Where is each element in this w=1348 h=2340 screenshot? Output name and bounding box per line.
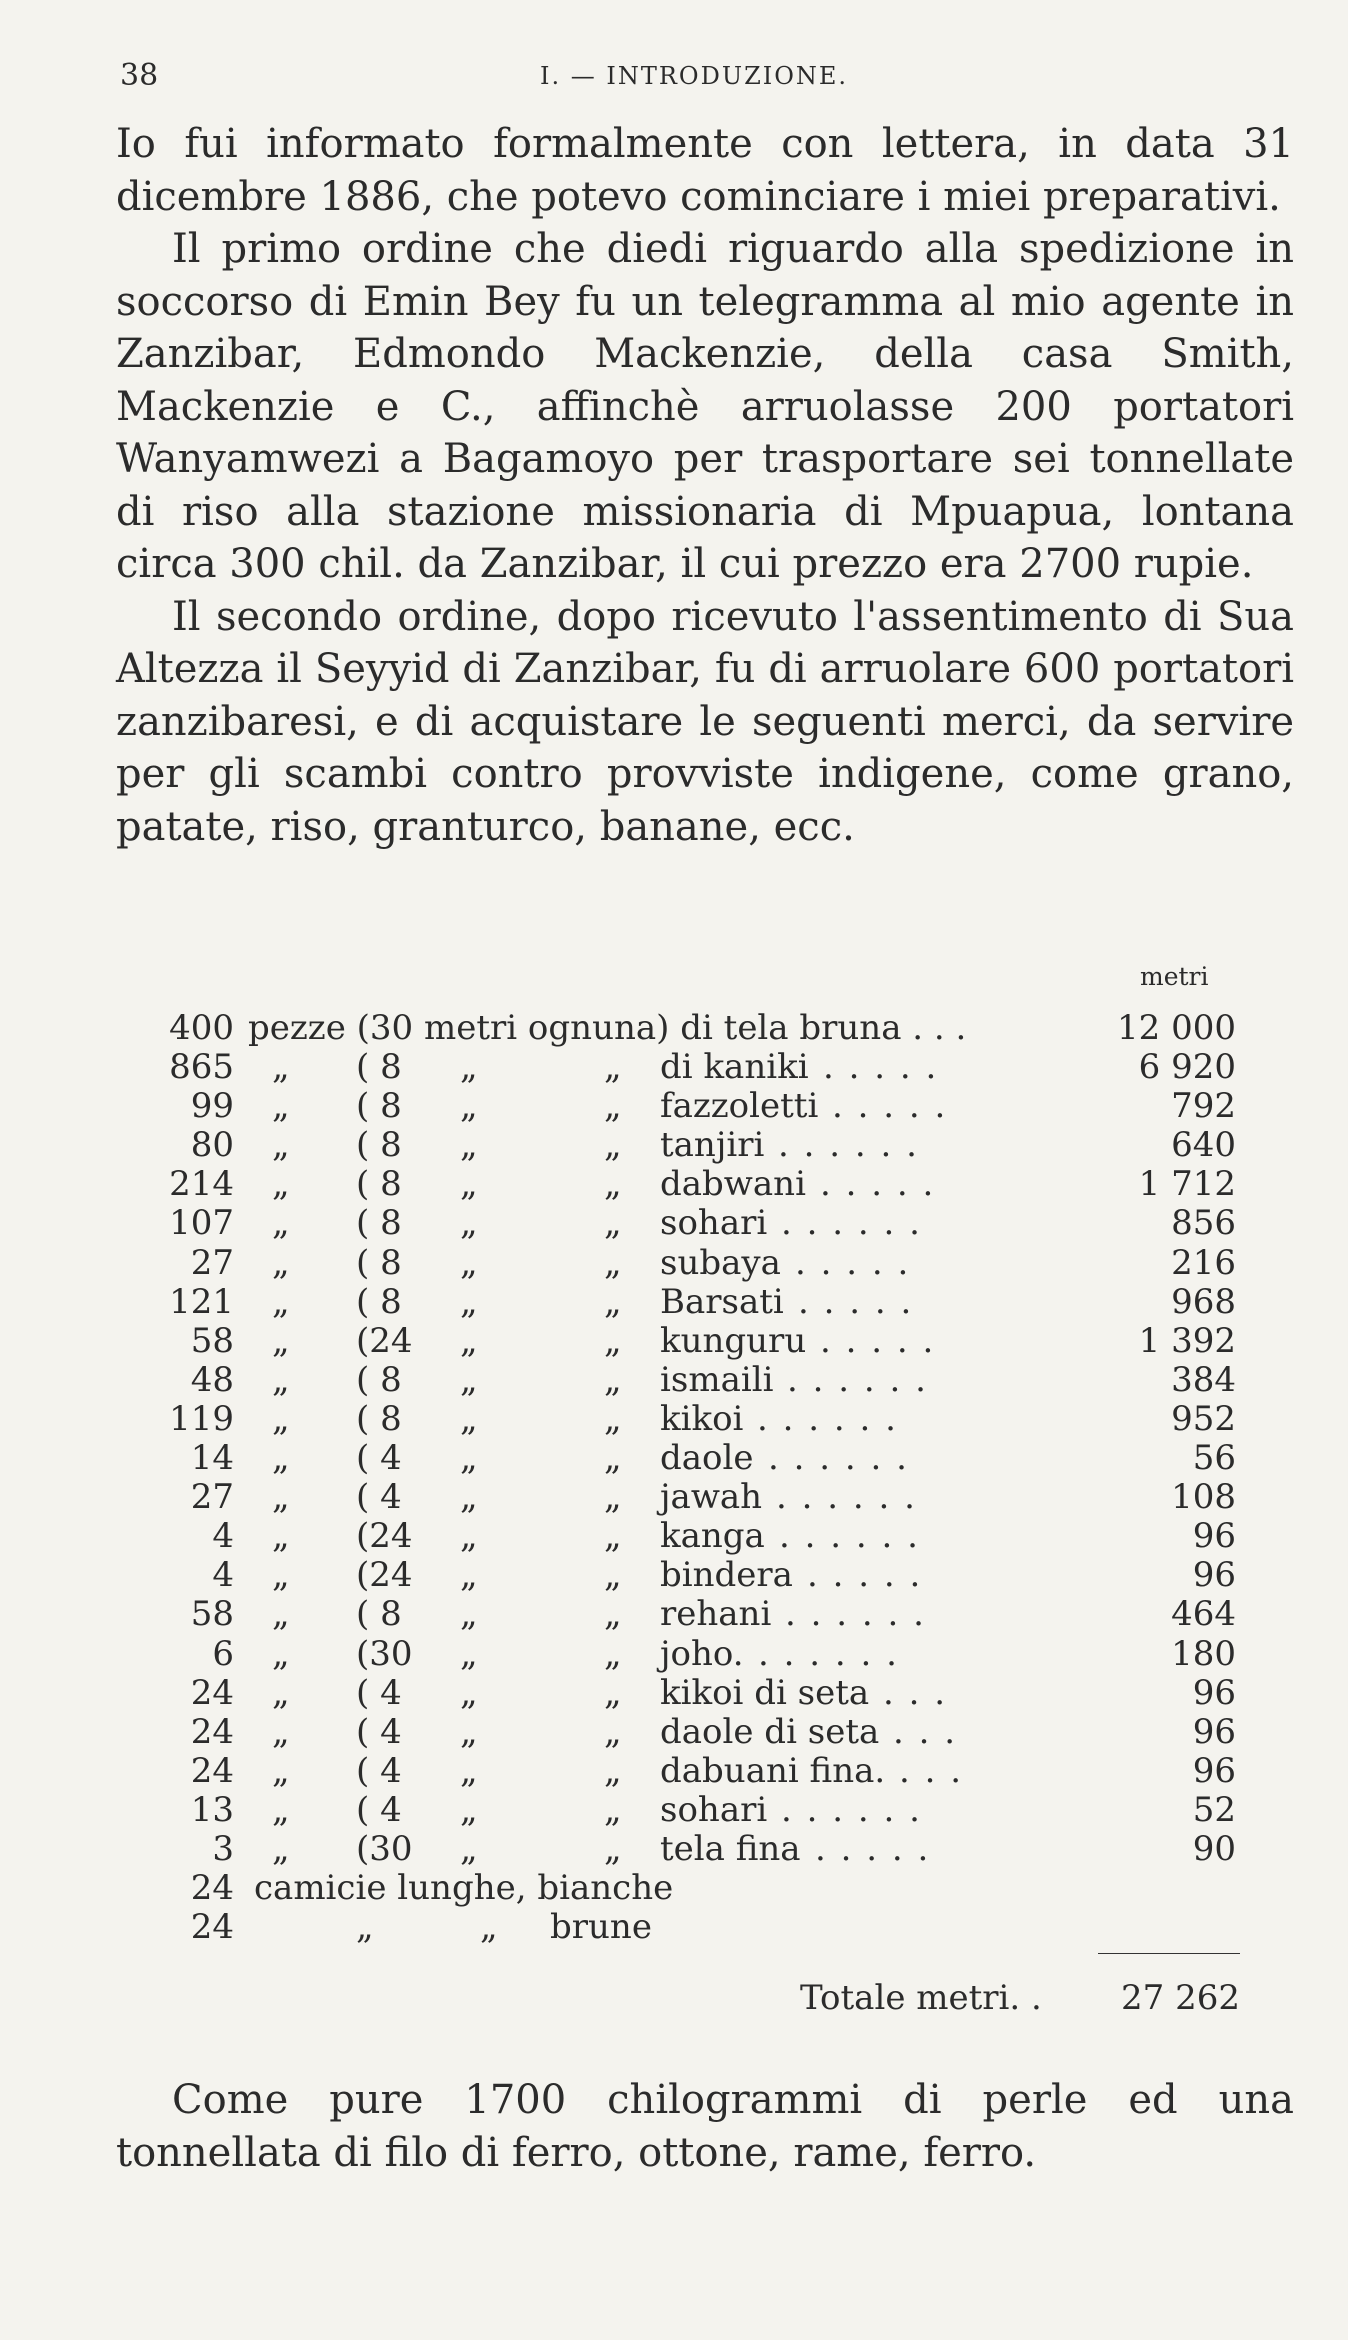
page-header [120,58,1260,98]
paragraph: Il secondo ordine, dopo ricevuto l'assentimento di Sua Altezza il Seyyid di Zanzibar, fu di arruolare 600 portatori zanzibaresi, e di acquistare le seguenti merci, da servire per gli scambi contro provviste indigene, come grano, patate, riso, granturco, banane, ecc. [116,593,1294,850]
qty-cell: 14 [190,1438,234,1479]
item-cell: bindera [660,1555,793,1596]
leader-dots: . . . . . [820,1320,936,1361]
ditto-mark: „ [356,1907,374,1948]
table-row [168,1673,1258,1712]
ditto-mark: „ [460,1672,478,1713]
qty-cell: 4 [212,1555,234,1596]
length-cell: ( 4 [356,1750,402,1791]
leader-dots: . . . . . . [757,1398,898,1439]
ditto-mark: „ [272,1359,290,1400]
ditto-mark: „ [604,1516,622,1557]
length-cell: ( 8 [356,1164,402,1205]
ditto-mark: „ [272,1789,290,1830]
value-cell: 464 [1171,1594,1236,1635]
value-cell: 384 [1171,1359,1236,1400]
ditto-mark: „ [604,1086,622,1127]
total-value: 27 262 [1121,1978,1240,2018]
table-row [168,1634,1258,1673]
ditto-mark: „ [604,1828,622,1869]
ditto-mark: „ [460,1398,478,1439]
value-cell: 52 [1192,1789,1236,1830]
length-cell: (24 [356,1555,413,1596]
item-cell: di kaniki [660,1047,809,1088]
first-row-text: pezze (30 metri ognuna) di tela bruna . . . [248,1008,967,1048]
length-cell: ( 8 [356,1047,402,1088]
ditto-mark: „ [460,1711,478,1752]
ditto-mark: „ [272,1633,290,1674]
paragraph: Il primo ordine che diedi riguardo alla spedizione in soccorso di Emin Bey fu un telegramma al mio agente in Zanzibar, Edmondo Mackenzie, della casa Smith, Mackenzie e C., affinchè arruolasse 200 portatori Wanyamwezi a Bagamoyo per trasportare sei tonnellate di riso alla stazione missionaria di Mpuapua, lontana circa 300 chil. da Zanzibar, il cui prezzo era 2700 rupie. [116,226,1294,587]
leader-dots: . . . . . . [781,1203,922,1244]
qty-cell: 119 [169,1398,234,1439]
ditto-mark: „ [460,1594,478,1635]
length-cell: (24 [356,1320,413,1361]
table-row [168,1438,1258,1477]
goods-table [168,1008,1258,1946]
item-cell: Barsati [660,1281,784,1322]
item-cell: ismaili [660,1359,774,1400]
ditto-mark: „ [460,1828,478,1869]
item-cell: dabuani fina. [660,1750,886,1791]
value-cell: 856 [1171,1203,1236,1244]
page-number: 38 [120,58,159,93]
value-cell: 56 [1192,1438,1236,1479]
table-row [168,1164,1258,1203]
length-cell: ( 8 [356,1594,402,1635]
ditto-mark: „ [272,1477,290,1518]
item-cell: subaya [660,1242,781,1283]
item-cell: kikoi di seta [660,1672,870,1713]
ditto-mark: „ [460,1359,478,1400]
ditto-mark: „ [272,1672,290,1713]
ditto-mark: „ [272,1398,290,1439]
qty-cell: 121 [169,1281,234,1322]
item-cell: joho. [660,1633,744,1674]
ditto-mark: „ [460,1203,478,1244]
ditto-mark: „ [272,1203,290,1244]
value-cell: 12 000 [1117,1008,1236,1048]
table-row [168,1790,1258,1829]
shirt-text: brune [550,1907,652,1948]
ditto-mark: „ [604,1633,622,1674]
value-cell: 96 [1192,1672,1236,1713]
leader-dots: . . . . . [820,1164,936,1205]
value-cell: 90 [1192,1828,1236,1869]
shirt-text: camicie lunghe, bianche [254,1868,674,1909]
leader-dots: . . . [893,1711,958,1752]
ditto-mark: „ [604,1438,622,1479]
length-cell: ( 8 [356,1203,402,1244]
ditto-mark: „ [272,1828,290,1869]
ditto-mark: „ [272,1164,290,1205]
item-cell: daole [660,1438,754,1479]
ditto-mark: „ [460,1516,478,1557]
qty-cell: 58 [190,1320,234,1361]
leader-dots: . . . . . . [787,1359,928,1400]
qty-cell: 3 [212,1828,234,1869]
table-row [168,1555,1258,1594]
length-cell: ( 8 [356,1359,402,1400]
qty-cell: 80 [190,1125,234,1166]
ditto-mark: „ [604,1398,622,1439]
qty-cell: 27 [190,1477,234,1518]
item-cell: tela fina [660,1828,801,1869]
ditto-mark: „ [604,1555,622,1596]
ditto-mark: „ [272,1281,290,1322]
item-cell: sohari [660,1789,768,1830]
length-cell: (24 [356,1516,413,1557]
table-row [168,1516,1258,1555]
ditto-mark: „ [604,1750,622,1791]
ditto-mark: „ [272,1320,290,1361]
value-cell: 792 [1171,1086,1236,1127]
table-row [168,1868,1258,1907]
ditto-mark: „ [460,1164,478,1205]
unit-header: metri [1140,962,1209,991]
value-cell: 968 [1171,1281,1236,1322]
table-row [168,1360,1258,1399]
leader-dots: . . . . . . [768,1438,909,1479]
ditto-mark: „ [604,1281,622,1322]
ditto-mark: „ [460,1125,478,1166]
leader-dots: . . . . . [823,1047,939,1088]
value-cell: 216 [1171,1242,1236,1283]
ditto-mark: „ [460,1086,478,1127]
item-cell: jawah [660,1477,763,1518]
table-row [168,1907,1258,1946]
value-cell: 96 [1192,1555,1236,1596]
sum-rule [1098,1953,1240,1954]
length-cell: ( 4 [356,1711,402,1752]
length-cell: ( 8 [356,1242,402,1283]
ditto-mark: „ [272,1516,290,1557]
qty-cell: 214 [169,1164,234,1205]
ditto-mark: „ [604,1047,622,1088]
ditto-mark: „ [272,1086,290,1127]
qty-cell: 24 [190,1907,234,1948]
value-cell: 180 [1171,1633,1236,1674]
leader-dots: . . . . . . [778,1125,919,1166]
table-row [168,1243,1258,1282]
item-cell: kunguru [660,1320,807,1361]
ditto-mark: „ [480,1907,498,1948]
table-row [168,1477,1258,1516]
closing-text [116,2074,1294,2179]
qty-cell: 24 [190,1672,234,1713]
ditto-mark: „ [604,1359,622,1400]
length-cell: ( 4 [356,1477,402,1518]
leader-dots: . . . . . [807,1555,923,1596]
qty-cell: 13 [190,1789,234,1830]
item-cell: rehani [660,1594,772,1635]
length-cell: ( 8 [356,1281,402,1322]
value-cell: 96 [1192,1750,1236,1791]
ditto-mark: „ [604,1594,622,1635]
ditto-mark: „ [272,1750,290,1791]
item-cell: kikoi [660,1398,744,1439]
length-cell: ( 4 [356,1789,402,1830]
ditto-mark: „ [460,1320,478,1361]
value-cell: 952 [1171,1398,1236,1439]
paragraph: Io fui informato formalmente con lettera, in data 31 dicembre 1886, che potevo cominciare i miei preparativi. [116,121,1294,220]
qty-cell: 865 [169,1047,234,1088]
table-row [168,1125,1258,1164]
table-row [168,1047,1258,1086]
qty-cell: 400 [169,1008,234,1048]
ditto-mark: „ [460,1242,478,1283]
leader-dots: . . . [883,1672,948,1713]
table-row [168,1008,1258,1047]
qty-cell: 99 [190,1086,234,1127]
paragraph: Come pure 1700 chilogrammi di perle ed una tonnellata di filo di ferro, ottone, rame, ferro. [116,2077,1294,2176]
length-cell: ( 8 [356,1086,402,1127]
leader-dots: . . . . . . [758,1633,899,1674]
value-cell: 96 [1192,1516,1236,1557]
item-cell: sohari [660,1203,768,1244]
running-head: I. — INTRODUZIONE. [540,62,849,90]
ditto-mark: „ [604,1203,622,1244]
leader-dots: . . . . . [815,1828,931,1869]
ditto-mark: „ [460,1633,478,1674]
ditto-mark: „ [460,1281,478,1322]
leader-dots: . . . . . . [781,1789,922,1830]
value-cell: 1 392 [1138,1320,1236,1361]
qty-cell: 107 [169,1203,234,1244]
leader-dots: . . . . . [832,1086,948,1127]
item-cell: fazzoletti [660,1086,819,1127]
item-cell: dabwani [660,1164,806,1205]
ditto-mark: „ [272,1242,290,1283]
value-cell: 96 [1192,1711,1236,1752]
value-cell: 640 [1171,1125,1236,1166]
ditto-mark: „ [272,1438,290,1479]
ditto-mark: „ [272,1555,290,1596]
body-text [116,118,1294,853]
value-cell: 108 [1171,1477,1236,1518]
ditto-mark: „ [272,1711,290,1752]
leader-dots: . . . [899,1750,964,1791]
qty-cell: 24 [190,1711,234,1752]
value-cell: 6 920 [1138,1047,1236,1088]
table-row [168,1829,1258,1868]
ditto-mark: „ [272,1047,290,1088]
qty-cell: 27 [190,1242,234,1283]
ditto-mark: „ [604,1320,622,1361]
ditto-mark: „ [272,1594,290,1635]
table-row [168,1751,1258,1790]
qty-cell: 48 [190,1359,234,1400]
ditto-mark: „ [604,1164,622,1205]
length-cell: ( 4 [356,1672,402,1713]
leader-dots: . . . . . . [785,1594,926,1635]
ditto-mark: „ [272,1125,290,1166]
table-row [168,1399,1258,1438]
qty-cell: 6 [212,1633,234,1674]
table-row [168,1282,1258,1321]
table-row [168,1086,1258,1125]
ditto-mark: „ [604,1242,622,1283]
table-row [168,1203,1258,1242]
leader-dots: . . . . . [795,1242,911,1283]
length-cell: ( 4 [356,1438,402,1479]
ditto-mark: „ [460,1047,478,1088]
length-cell: ( 8 [356,1398,402,1439]
length-cell: (30 [356,1828,413,1869]
qty-cell: 4 [212,1516,234,1557]
ditto-mark: „ [460,1789,478,1830]
table-row [168,1594,1258,1633]
item-cell: daole di seta [660,1711,880,1752]
qty-cell: 24 [190,1750,234,1791]
ditto-mark: „ [604,1672,622,1713]
leader-dots: . . . . . [798,1281,914,1322]
item-cell: tanjiri [660,1125,765,1166]
ditto-mark: „ [460,1555,478,1596]
table-row [168,1712,1258,1751]
ditto-mark: „ [460,1750,478,1791]
value-cell: 1 712 [1138,1164,1236,1205]
ditto-mark: „ [604,1125,622,1166]
ditto-mark: „ [460,1438,478,1479]
ditto-mark: „ [604,1477,622,1518]
qty-cell: 24 [190,1868,234,1909]
qty-cell: 58 [190,1594,234,1635]
ditto-mark: „ [604,1789,622,1830]
ditto-mark: „ [460,1477,478,1518]
total-label: Totale metri. . [800,1978,1042,2018]
leader-dots: . . . . . . [776,1477,917,1518]
ditto-mark: „ [604,1711,622,1752]
item-cell: kanga [660,1516,765,1557]
length-cell: (30 [356,1633,413,1674]
leader-dots: . . . . . . [779,1516,920,1557]
length-cell: ( 8 [356,1125,402,1166]
table-row [168,1321,1258,1360]
